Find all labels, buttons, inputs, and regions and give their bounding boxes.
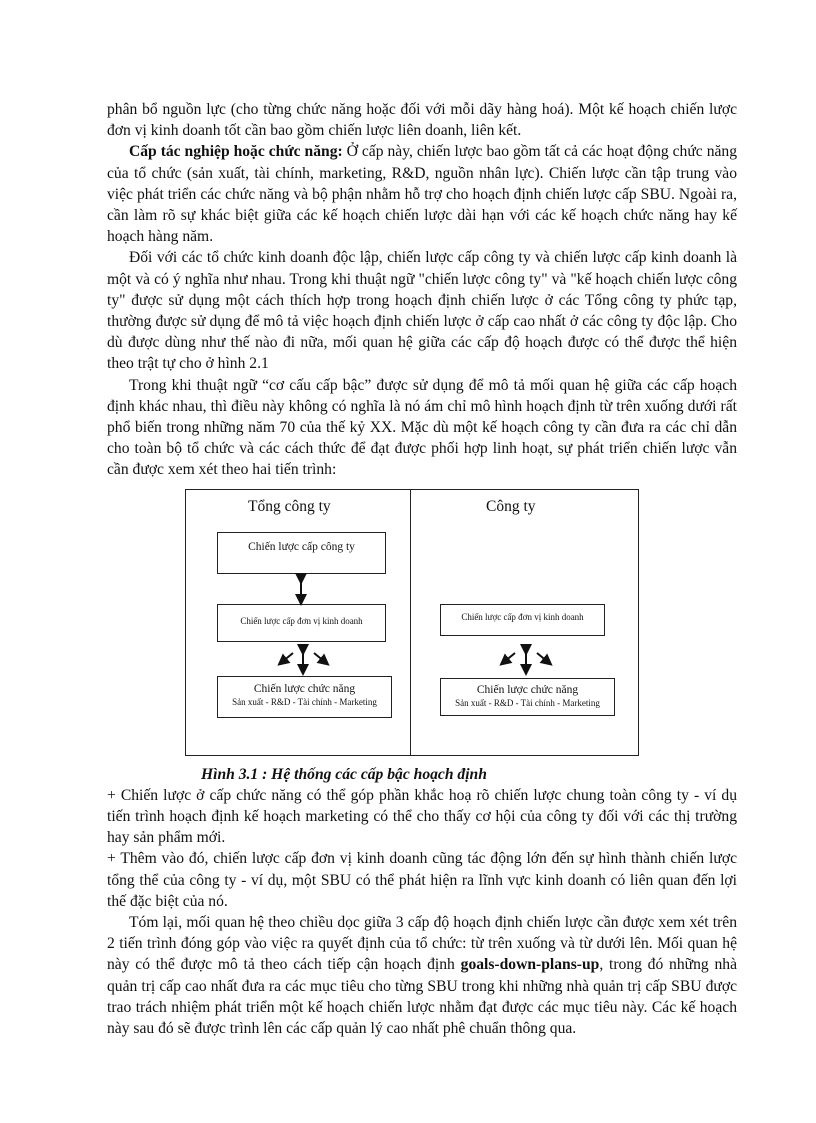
functional-level-heading: Cấp tác nghiệp hoặc chức năng: bbox=[129, 143, 343, 161]
arrow-sbu-functional-left-c bbox=[314, 653, 325, 662]
arrow-sbu-functional-right-c bbox=[537, 653, 548, 662]
sbu-strategy-label-left: Chiến lược cấp đơn vị kinh doanh bbox=[240, 615, 363, 626]
functional-strategy-title-right: Chiến lược chức năng bbox=[476, 683, 579, 696]
paragraph-summary bbox=[107, 912, 737, 1039]
paragraph-resource-allocation: phân bổ nguồn lực (cho từng chức năng hoặc đối với mỗi dãy hàng hoá). Một kế hoạch chiến lược đơn vị kinh doanh tốt cần bao gồm chiến lược liên doanh, liên kết. bbox=[107, 101, 737, 140]
company-column-title: Công ty bbox=[486, 497, 536, 515]
goals-down-plans-up-term: goals-down-plans-up bbox=[460, 956, 600, 974]
diagram-arrows bbox=[186, 490, 638, 755]
summary-text-b: , trong đó những nhà quản trị cấp cao nhất đưa ra các mục tiêu cho từng SBU trong khi những nhà quản trị cấp SBU được trao trách nhiệm phát triển một kế hoạch chiến lược nhằm đạt được các mục tiêu này. Các kế hoạch này sau đó sẽ được trình lên các cấp quản lý cao nhất phê chuẩn thông qua. bbox=[107, 956, 737, 1038]
corporation-column-title: Tổng công ty bbox=[248, 497, 331, 515]
planning-hierarchy-diagram bbox=[185, 489, 639, 756]
sbu-strategy-label-right: Chiến lược cấp đơn vị kinh doanh bbox=[461, 611, 584, 622]
paragraph-functional-level bbox=[107, 141, 737, 247]
summary-text-a: Tóm lại, mối quan hệ theo chiều dọc giữa 3 cấp độ hoạch định chiến lược cần được xem xét trên 2 tiến trình đóng góp vào việc ra quyết định của tổ chức: từ trên xuống và từ dưới lên. Mối quan hệ này có thể được mô tả theo cách tiếp cận hoạch định bbox=[107, 914, 737, 974]
document-page bbox=[107, 99, 737, 1039]
bullet-sbu-contribution: + Thêm vào đó, chiến lược cấp đơn vị kinh doanh cũng tác động lớn đến sự hình thành chiến lược tổng thể của công ty - ví dụ, một SBU có thể phát hiện ra lĩnh vực kinh doanh có liên quan đến lợi thế đặc biệt của nó. bbox=[107, 850, 737, 910]
functional-level-text: Ở cấp này, chiến lược bao gồm tất cả các hoạt động chức năng của tổ chức (sản xuất, tài chính, marketing, R&D, nguồn nhân lực). Chiến lược cần tập trung vào việc phát triển các chức năng và bộ phận nhằm hỗ trợ cho hoạch định chiến lược cấp SBU. Ngoài ra, cần làm rõ sự khác biệt giữa các kế hoạch chiến lược dài hạn với các kế hoạch chức năng hay kế hoạch hàng năm. bbox=[107, 143, 737, 246]
functional-strategy-sub-right: Sản xuất - R&D - Tài chính - Marketing bbox=[455, 697, 600, 708]
bullet-functional-contribution: + Chiến lược ở cấp chức năng có thể góp phần khắc hoạ rõ chiến lược chung toàn công ty - ví dụ tiến trình hoạch định kế hoạch marketing có thể cho thấy cơ hội của công ty đối với các thị trường hay sản phẩm mới. bbox=[107, 786, 737, 847]
figure-caption: Hình 3.1 : Hệ thống các cấp bậc hoạch định bbox=[201, 765, 487, 783]
paragraph-independent-organizations: Đối với các tổ chức kinh doanh độc lập, chiến lược cấp công ty và chiến lược cấp kinh doanh là một và có ý nghĩa như nhau. Trong khi thuật ngữ "chiến lược công ty" và "kế hoạch chiến lược công ty" được sử dụng một cách thích hợp trong hoạch định chiến lược ở các Tổng công ty phức tạp, thường được sử dụng để mô tả việc hoạch định chiến lược ở cấp cao nhất ở các công ty độc lập. Cho dù được dùng như thế nào đi nữa, mối quan hệ giữa các cấp độ hoạch được có thể được thể hiện theo trật tự cho ở hình 2.1 bbox=[107, 249, 737, 373]
functional-strategy-title-left: Chiến lược chức năng bbox=[253, 682, 356, 695]
functional-strategy-sub-left: Sản xuất - R&D - Tài chính - Marketing bbox=[232, 696, 377, 707]
arrow-sbu-functional-left-a bbox=[282, 653, 293, 662]
corporate-strategy-label: Chiến lược cấp công ty bbox=[248, 540, 355, 553]
paragraph-hierarchy-term: Trong khi thuật ngữ “cơ cấu cấp bậc” được sử dụng để mô tả mối quan hệ giữa các cấp hoạch định khác nhau, thì điều này không có nghĩa là nó ám chỉ mô hình hoạch định từ trên xuống dưới rất phổ biến trong những năm 70 của thế kỷ XX. Mặc dù một kế hoạch công ty cần đưa ra các chỉ dẫn cho toàn bộ tổ chức và các cách thức để đạt được phối hợp linh hoạt, sự phát triển chiến lược vẫn cần được xem xét theo hai tiến trình: bbox=[107, 376, 737, 479]
arrow-sbu-functional-right-a bbox=[504, 653, 515, 662]
